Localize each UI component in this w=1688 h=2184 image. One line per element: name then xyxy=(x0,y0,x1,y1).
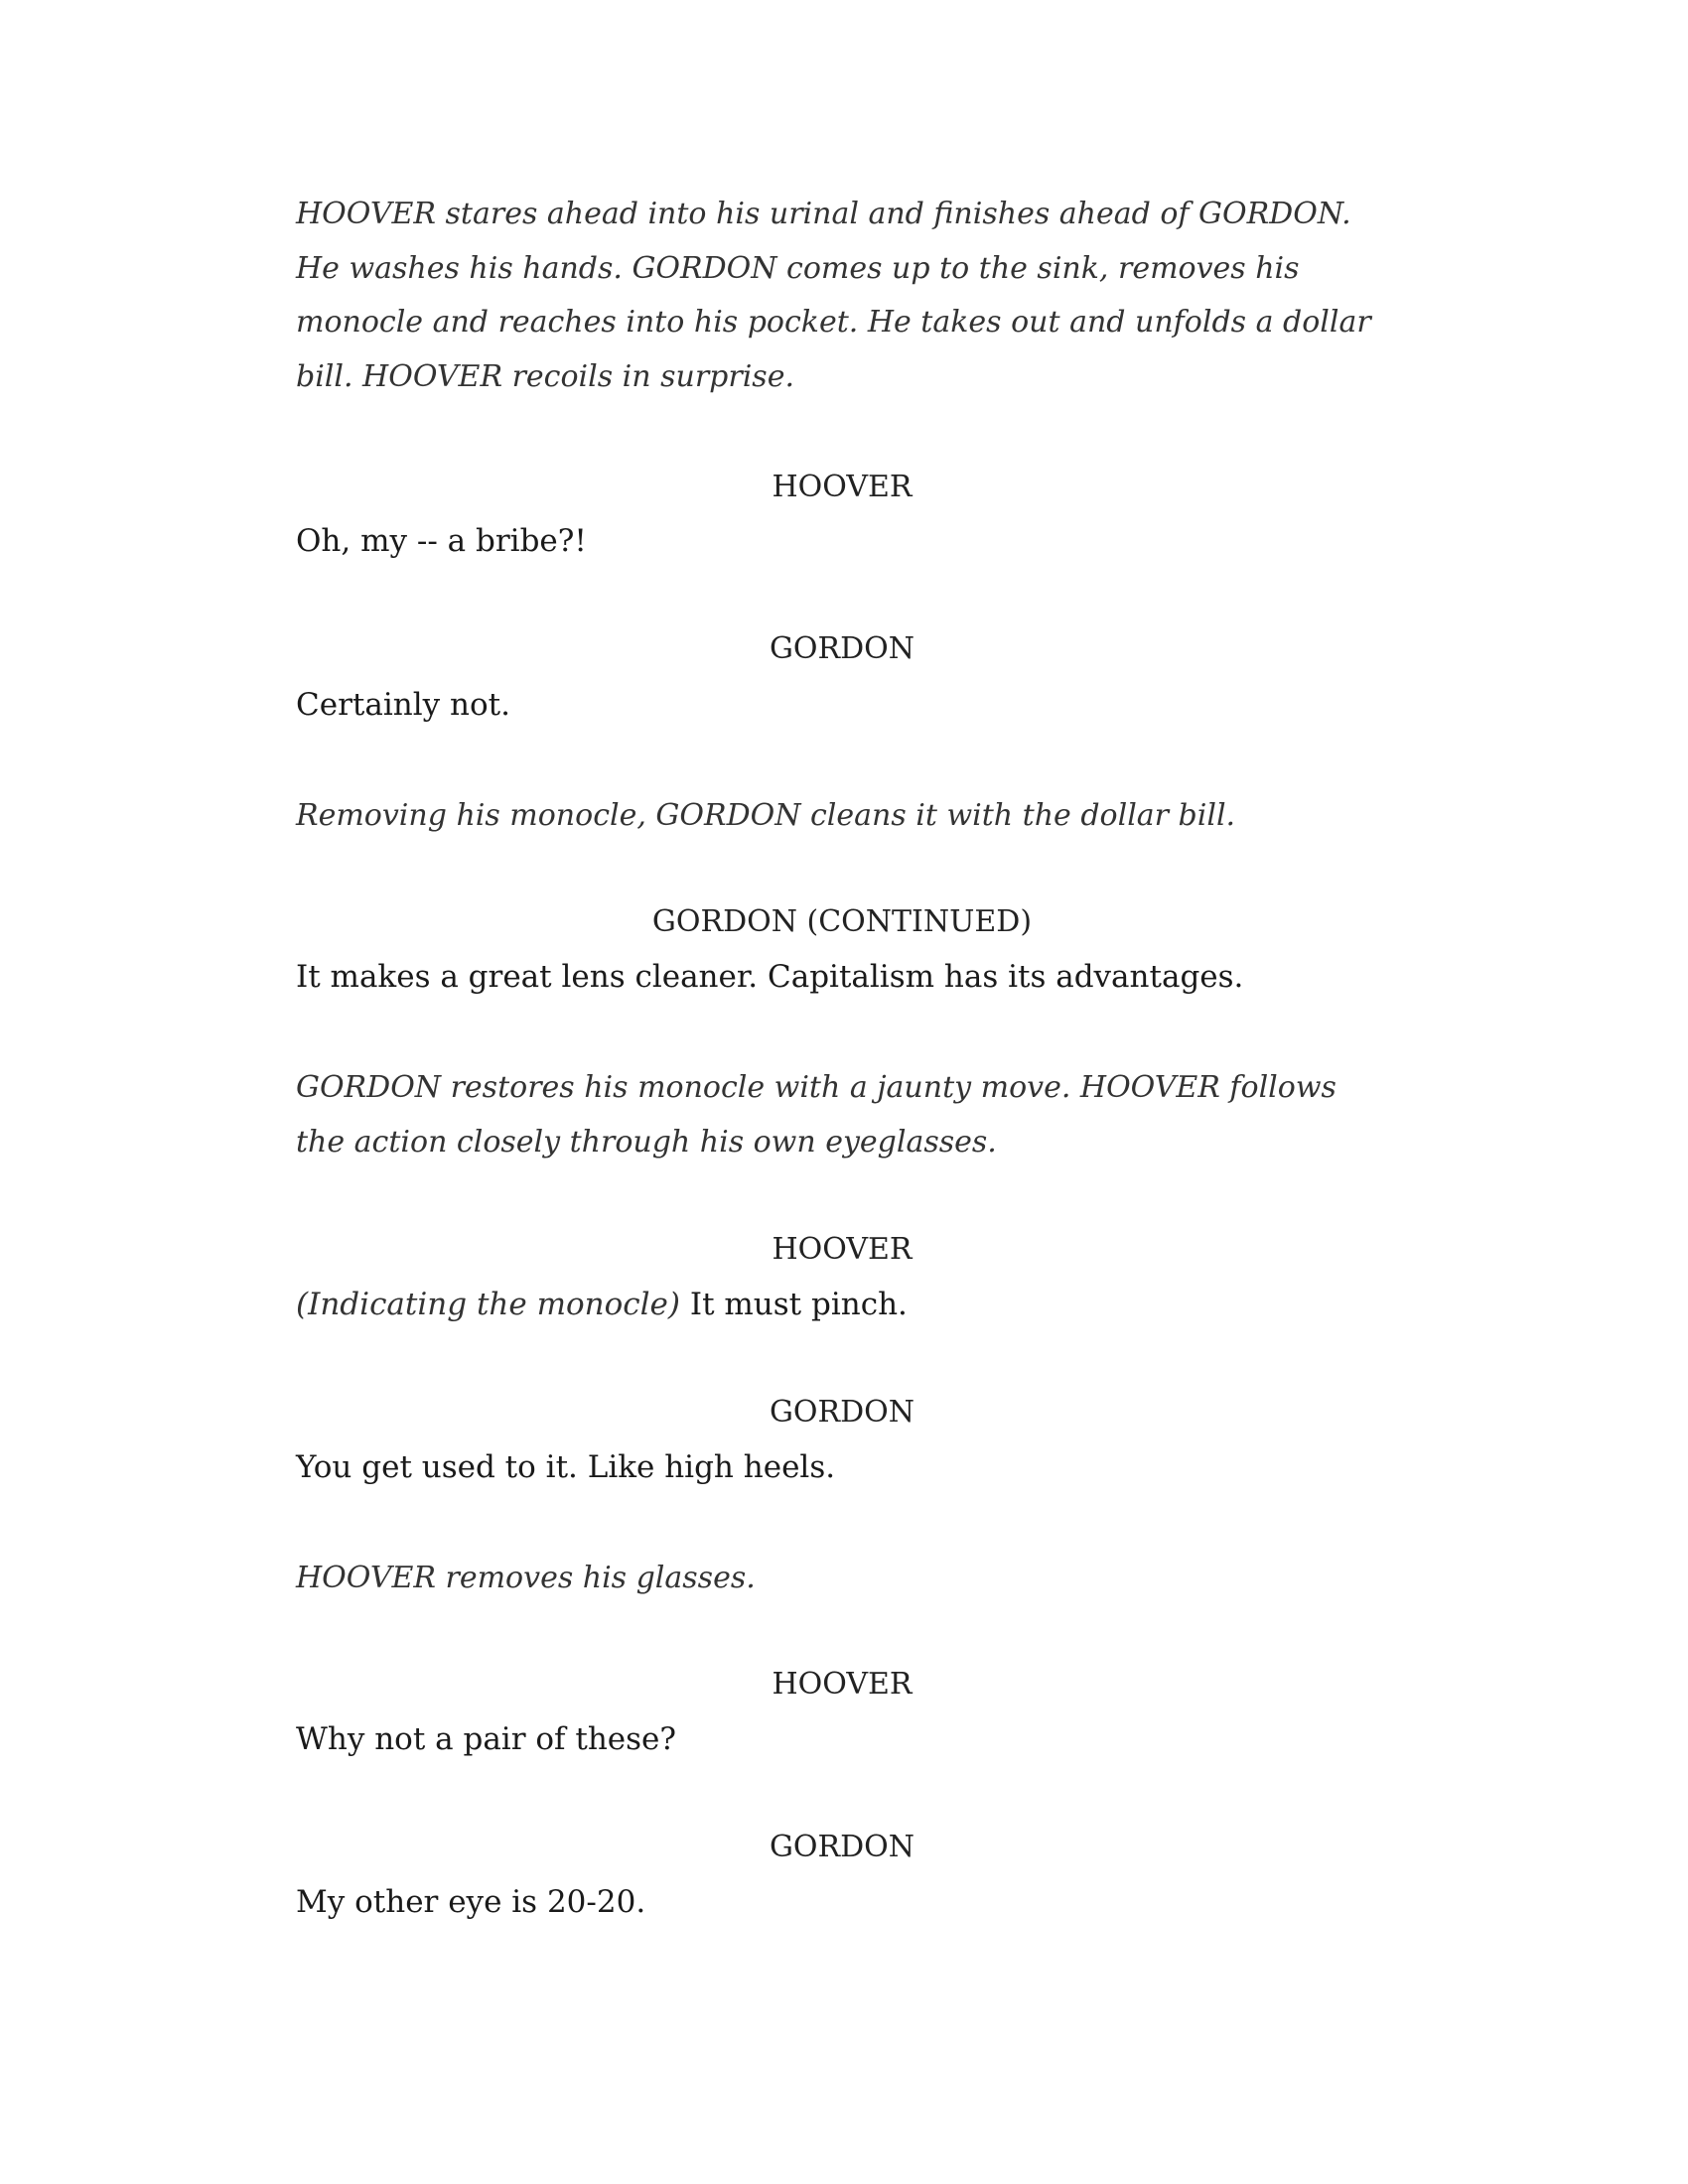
stage-direction-cleans-monocle: Removing his monocle, GORDON cleans it with the dollar bill. xyxy=(296,798,1236,833)
dialogue-line-high-heels: You get used to it. Like high heels. xyxy=(296,1449,836,1485)
dialogue-line-certainly-not: Certainly not. xyxy=(296,687,510,723)
character-name-gordon-continued: GORDON (CONTINUED) xyxy=(651,904,1033,939)
character-name-hoover: HOOVER xyxy=(772,1667,913,1702)
dialogue-line-bribe: Oh, my -- a bribe?! xyxy=(296,523,587,559)
character-name-gordon: GORDON xyxy=(769,631,915,666)
stage-direction-urinal: HOOVER stares ahead into his urinal and finishes ahead of GORDON. He washes his hands. GORDON comes up to the sink, removes his monocle and reaches into his pocket. He takes out and unfolds a dollar bill. HOOVER recoils in surprise. xyxy=(296,197,1371,394)
stage-direction-jaunty-move: GORDON restores his monocle with a jaunty move. HOOVER follows the action closely through his own eyeglasses. xyxy=(296,1070,1336,1160)
dialogue-line-must-pinch xyxy=(296,1285,1388,1324)
character-name-hoover: HOOVER xyxy=(772,470,913,504)
stage-direction-removes-glasses: HOOVER removes his glasses. xyxy=(296,1561,756,1595)
dialogue-line-pair-of-these: Why not a pair of these? xyxy=(296,1721,677,1757)
parenthetical-indicating-monocle: (Indicating the monocle) xyxy=(296,1287,680,1322)
character-name-gordon: GORDON xyxy=(769,1830,915,1864)
dialogue-line-other-eye: My other eye is 20-20. xyxy=(296,1884,646,1920)
dialogue-text-must-pinch: It must pinch. xyxy=(679,1287,908,1322)
dialogue-line-lens-cleaner: It makes a great lens cleaner. Capitalism has its advantages. xyxy=(296,959,1244,995)
character-name-gordon: GORDON xyxy=(769,1395,915,1430)
character-name-hoover: HOOVER xyxy=(772,1232,913,1267)
